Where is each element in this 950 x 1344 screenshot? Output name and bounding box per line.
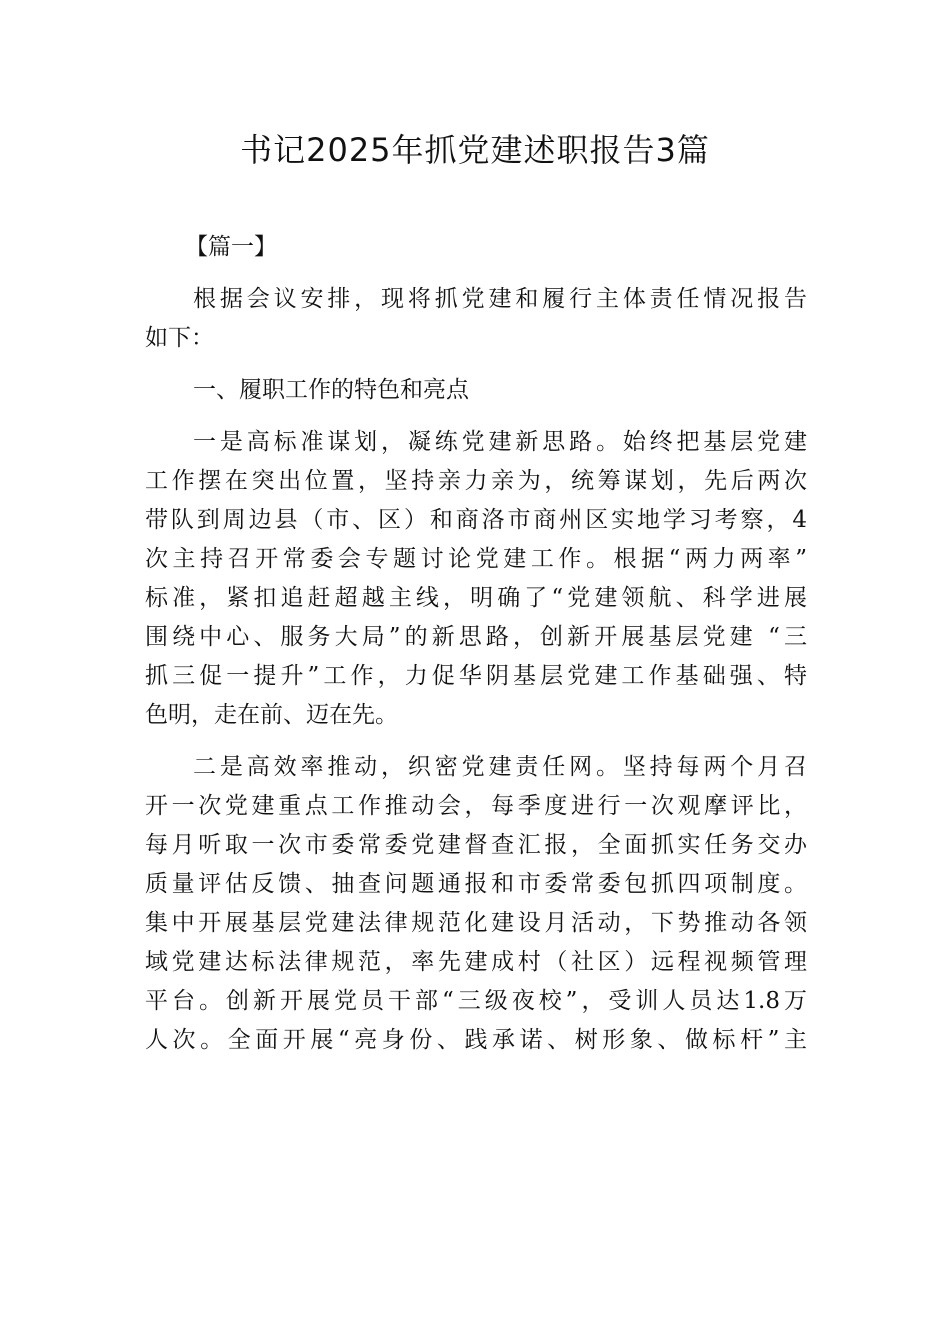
- section-label-paragraph: [145, 228, 807, 267]
- text-line: 标准，紧扣追赶超越主线，明确了“党建领航、科学进展: [145, 585, 807, 611]
- paragraph-heading-1: [145, 371, 807, 410]
- text-line: 每月听取一次市委常委党建督查汇报，全面抓实任务交办: [145, 832, 807, 858]
- text-line: 工作摆在突出位置，坚持亲力亲为，统筹谋划，先后两次: [145, 468, 807, 494]
- paragraph-point-2: [145, 748, 807, 1060]
- paragraph-gap: [145, 410, 807, 423]
- paragraph-point-1: [145, 423, 807, 735]
- paragraph-gap: [145, 267, 807, 280]
- text-line: 根据会议安排，现将抓党建和履行主体责任情况报告: [193, 286, 807, 312]
- section-heading: 一、履职工作的特色和亮点: [193, 377, 469, 403]
- text-line: 如下：: [145, 325, 214, 351]
- text-line: 人次。全面开展“亮身份、践承诺、树形象、做标杆”主: [145, 1027, 807, 1053]
- section-label: 【篇一】: [185, 234, 277, 260]
- paragraph-gap: [145, 358, 807, 371]
- text-line: 抓三促一提升”工作，力促华阴基层党建工作基础强、特: [145, 663, 807, 689]
- document-title: 书记2025年抓党建述职报告3篇: [240, 131, 710, 169]
- text-line: 开一次党建重点工作推动会，每季度进行一次观摩评比，: [145, 793, 807, 819]
- paragraph-intro: [145, 280, 807, 358]
- text-line: 域党建达标法律规范，率先建成村（社区）远程视频管理: [145, 949, 807, 975]
- document-body: [145, 228, 807, 1060]
- text-line: 围绕中心、服务大局”的新思路，创新开展基层党建 “三: [145, 624, 807, 650]
- text-line: 集中开展基层党建法律规范化建设月活动，下势推动各领: [145, 910, 807, 936]
- text-line: 色明，走在前、迈在先。: [145, 702, 398, 728]
- text-line: 平台。创新开展党员干部“三级夜校”，受训人员达1.8万: [145, 988, 807, 1014]
- text-line: 二是高效率推动，织密党建责任网。坚持每两个月召: [193, 754, 807, 780]
- text-line: 次主持召开常委会专题讨论党建工作。根据“两力两率”: [145, 546, 807, 572]
- text-line: 质量评估反馈、抽查问题通报和市委常委包抓四项制度。: [145, 871, 807, 897]
- paragraph-gap: [145, 735, 807, 748]
- text-line: 一是高标准谋划，凝练党建新思路。始终把基层党建: [193, 429, 807, 455]
- text-line: 带队到周边县（市、区）和商洛市商州区实地学习考察，4: [145, 507, 807, 533]
